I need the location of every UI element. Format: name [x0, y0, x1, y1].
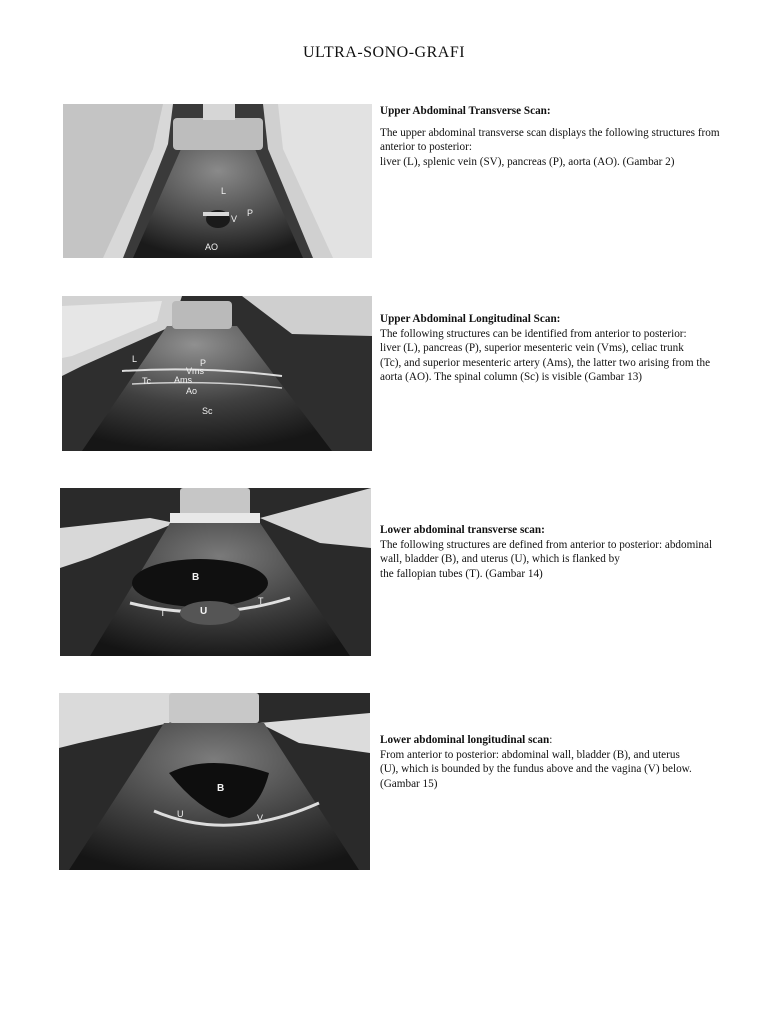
caption-text: the fallopian tubes (T). (Gambar 14)	[380, 567, 543, 580]
caption-text: From anterior to posterior: abdominal wall, bladder (B), and uterus	[380, 748, 680, 761]
caption-heading: Upper Abdominal Transverse Scan:	[380, 105, 551, 117]
caption-heading: Lower abdominal transverse scan:	[380, 524, 545, 536]
label-sc: Sc	[202, 406, 213, 416]
label-tc: Tc	[142, 376, 151, 386]
label-vms: Vms	[186, 366, 204, 376]
page-title: ULTRA-SONO-GRAFI	[302, 44, 466, 61]
caption-text: The upper abdominal transverse scan displays the following structures from anterior to posterior:	[380, 126, 720, 154]
caption-text: liver (L), splenic vein (SV), pancreas (P), aorta (AO). (Gambar 2)	[380, 155, 675, 168]
caption-upper-transverse	[380, 104, 720, 169]
caption-text: The following structures are defined from anterior to posterior: abdominal	[380, 538, 713, 551]
label-u: U	[200, 606, 208, 617]
label-b: B	[217, 783, 225, 794]
caption-text: liver (L), pancreas (P), superior mesenteric vein (Vms), celiac trunk	[380, 342, 684, 355]
caption-upper-longitudinal	[380, 312, 720, 385]
caption-text: wall, bladder (B), and uterus (U), which is flanked by	[380, 553, 620, 566]
caption-text: (U), which is bounded by the fundus above and the vagina (V) below. (Gambar 15)	[380, 763, 692, 790]
caption-heading: Lower abdominal longitudinal scan:	[380, 734, 553, 746]
label-ao: Ao	[186, 386, 198, 396]
ultrasound-figure-upper-transverse	[63, 104, 372, 258]
label-t: T	[258, 596, 264, 606]
label-p: P	[200, 358, 207, 368]
caption-text: The following structures can be identified from anterior to posterior:	[380, 327, 687, 340]
label-v: V	[231, 214, 238, 224]
caption-heading: Upper Abdominal Longitudinal Scan:	[380, 313, 561, 325]
label-b: B	[192, 572, 200, 583]
caption-lower-longitudinal	[380, 733, 720, 791]
label-l: L	[132, 354, 138, 364]
caption-lower-transverse	[380, 523, 720, 581]
ultrasound-figure-lower-transverse	[60, 488, 371, 656]
label-p: P	[247, 208, 254, 218]
label-t: T	[160, 608, 166, 618]
caption-text: (Tc), and superior mesenteric artery (Ams), the latter two arising from the aorta (AO). The spinal column (Sc) is visible (Gambar 13)	[380, 356, 711, 384]
ultrasound-figure-lower-longitudinal	[59, 693, 370, 870]
label-u: U	[177, 809, 184, 819]
ultrasound-figure-upper-longitudinal	[62, 296, 372, 451]
label-v: V	[257, 813, 264, 823]
label-ao: AO	[205, 242, 219, 252]
label-ams: Ams	[174, 375, 192, 385]
label-l: L	[221, 186, 227, 196]
